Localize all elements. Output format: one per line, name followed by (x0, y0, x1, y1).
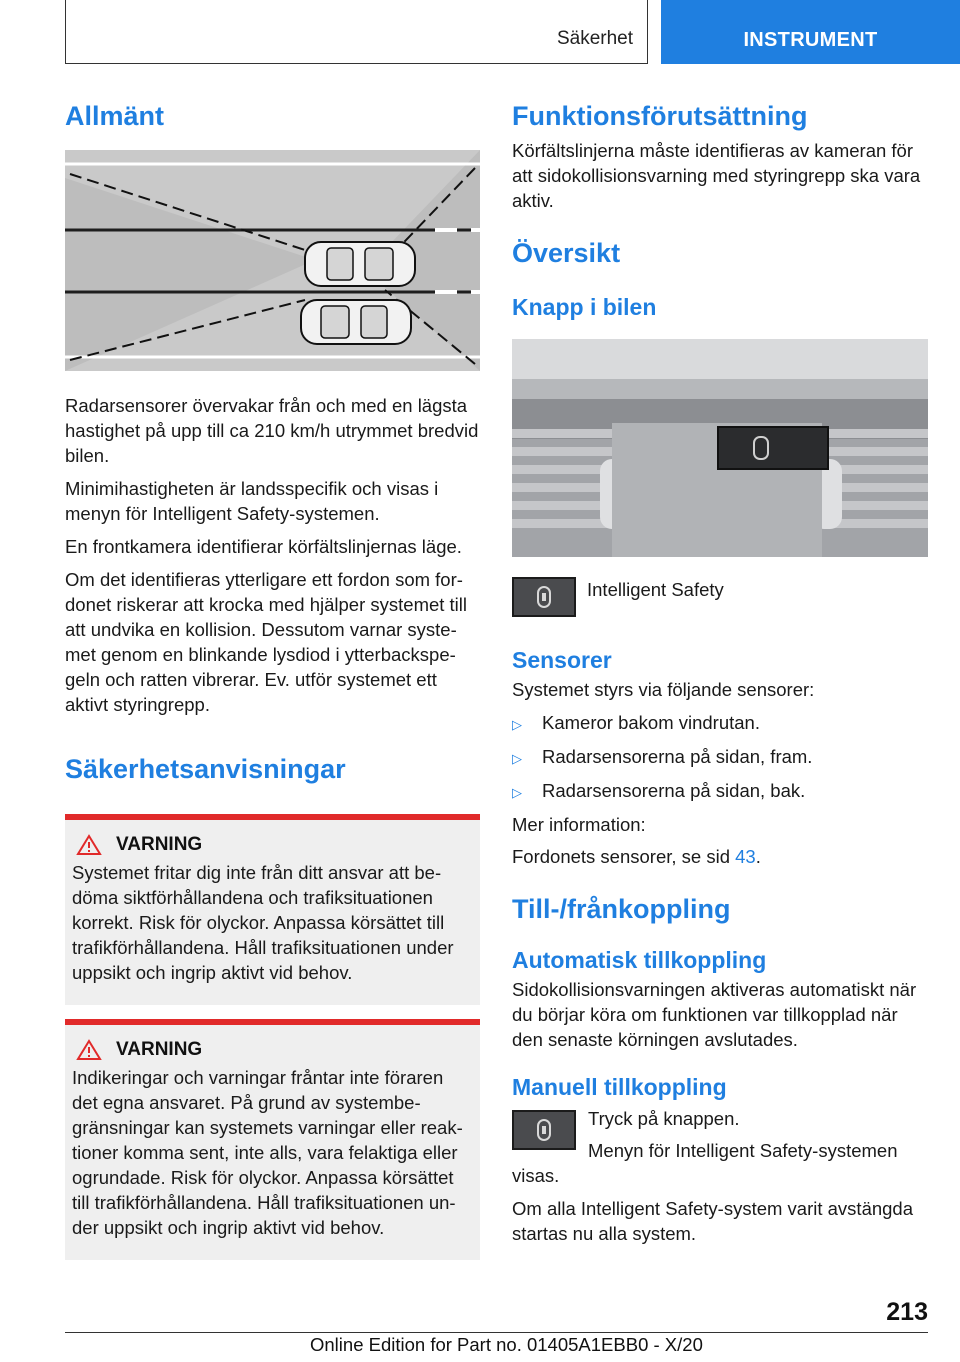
sensor-reference: Fordonets sensorer, se sid 43. (512, 845, 761, 867)
right-column (512, 100, 928, 1246)
heading-safety: Säkerhetsanvisningar (65, 754, 346, 785)
list-item: ▷ Kameror bakom vindrutan. (512, 710, 928, 737)
chapter-title: INSTRUMENT (743, 29, 878, 51)
paragraph: En frontkamera identifierar körfältslinjernas läge. (65, 536, 462, 558)
warning-triangle-icon (76, 1039, 102, 1061)
warning-box (65, 814, 480, 1005)
heading-manual: Manuell tillkoppling (512, 1073, 727, 1100)
heading-overview: Översikt (512, 238, 621, 269)
heading-function: Funktionsförutsättning (512, 101, 808, 131)
section-title: Säkerhet (556, 28, 633, 49)
button-legend (512, 577, 928, 617)
heading-button: Knapp i bilen (512, 293, 657, 320)
intro-text (65, 393, 480, 717)
side-collision-illustration (65, 150, 480, 371)
function-text: Körfältslinjerna måste identifieras av kameran för att sidokollisionsvarning med styringrepp ska vara aktiv. (512, 140, 921, 212)
manual-step1: Tryck på knappen. (588, 1107, 740, 1129)
sensors-list (512, 710, 928, 805)
page-number: 213 (886, 1298, 928, 1326)
warning-text: Systemet fritar dig inte från ditt ansvar att bedöma siktförhållandena och trafiksituationen korrekt. Risk för olyckor. Anpassa körsättet till trafikförhållandena. Håll trafiksituationen under uppsikt och ingrip aktivt vid behov. (72, 861, 454, 983)
more-info: Mer information: (512, 813, 646, 835)
warning-label: VARNING (116, 833, 203, 855)
warning-triangle-icon (76, 834, 102, 856)
intelligent-safety-button[interactable] (512, 577, 576, 617)
intelligent-safety-icon (535, 1118, 553, 1142)
manual-text: Om alla Intelligent Safety-system varit avstängda startas nu alla system. (512, 1197, 914, 1244)
triangle-bullet-icon: ▷ (512, 750, 522, 766)
warning-header (72, 1039, 470, 1061)
auto-text: Sidokollisionsvarningen aktiveras automatiskt när du börjar köra om funktionen var tillkopplad när den senaste körningen avslutades. (512, 978, 917, 1050)
paragraph: Om det identifieras ytterligare ett fordon som fordonet riskerar att krocka med hjälper systemet till att undvika en kollision. Dessutom varnar systemet genom en blinkande lysdiod i ytterbackspegeln och ratten vibrerar. Ev. utför systemet ett aktivt styringrepp. (65, 569, 468, 716)
left-column (65, 100, 480, 1260)
heading-onoff: Till-/frånkoppling (512, 893, 731, 924)
warning-header (72, 834, 470, 856)
dashboard-button-photo (512, 339, 928, 557)
heading-auto: Automatisk tillkoppling (512, 947, 767, 974)
manual-step2: Menyn för Intelligent Safety-systemen visas. (512, 1139, 898, 1186)
intelligent-safety-icon (535, 585, 553, 609)
intelligent-safety-button[interactable] (512, 1110, 576, 1150)
triangle-bullet-icon: ▷ (512, 716, 522, 732)
warning-text: Indikeringar och varningar fråntar inte föraren det egna ansvaret. På grund av systembegränsningar kan systemets varningar eller reaktioner komma sent, inte alls, vara felaktiga eller ogrundade. Risk för olyckor. Anpassa körsättet till trafikförhållandena. Håll trafiksituationen under uppsikt och ingrip aktivt vid behov. (72, 1066, 463, 1238)
footer-divider (65, 1332, 928, 1333)
list-item: ▷ Radarsensorerna på sidan, fram. (512, 744, 928, 771)
triangle-bullet-icon: ▷ (512, 784, 522, 800)
paragraph: Radarsensorer övervakar från och med en lägsta hastighet på upp till ca 210 km/h utrymmet bredvid bilen. (65, 395, 479, 467)
button-label: Intelligent Safety (587, 579, 724, 601)
section-tab (65, 0, 648, 64)
chapter-tab[interactable] (661, 0, 960, 64)
heading-sensors: Sensorer (512, 647, 612, 674)
paragraph: Minimihastigheten är landsspecifik och visas i menyn för Intelligent Safety-systemen. (65, 478, 439, 525)
sensors-intro: Systemet styrs via följande sensorer: (512, 678, 815, 700)
warning-box (65, 1019, 480, 1260)
list-item: ▷ Radarsensorerna på sidan, bak. (512, 778, 928, 805)
manual-step (512, 1106, 928, 1188)
heading-general: Allmänt (65, 101, 165, 131)
edition-text: Online Edition for Part no. 01405A1EBB0 - X/20 (310, 1334, 703, 1355)
page-link[interactable]: 43 (735, 845, 756, 867)
warning-label: VARNING (116, 1038, 203, 1060)
